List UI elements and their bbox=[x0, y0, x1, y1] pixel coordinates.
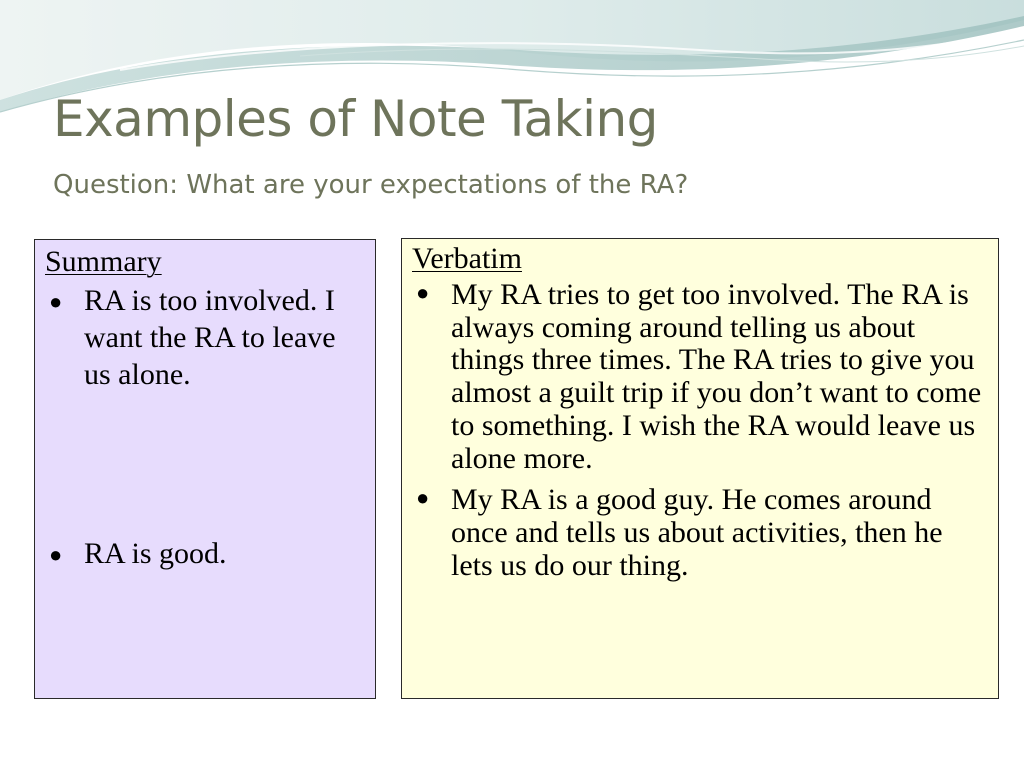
bullet-dot-icon: ● bbox=[416, 485, 430, 511]
bullet-dot-icon: ● bbox=[49, 542, 63, 567]
summary-bullet-list bbox=[45, 282, 365, 572]
verbatim-bullet-text: My RA tries to get too involved. The RA is always coming around telling us about things three times. The RA tries to give you almost a guilt trip if you don’t want to come to something. I wish the RA would leave us alone more. bbox=[451, 278, 982, 475]
verbatim-bullet-item bbox=[412, 279, 988, 475]
summary-bullet-text: RA is too involved. I want the RA to leave us alone. bbox=[84, 284, 336, 391]
verbatim-panel bbox=[401, 238, 999, 699]
summary-bullet-item bbox=[45, 535, 365, 572]
summary-panel bbox=[34, 239, 376, 699]
slide-title: Examples of Note Taking bbox=[53, 90, 658, 148]
slide-subtitle: Question: What are your expectations of the RA? bbox=[53, 170, 689, 200]
verbatim-heading: Verbatim bbox=[412, 242, 522, 275]
verbatim-bullet-item bbox=[412, 484, 988, 582]
verbatim-bullet-text: My RA is a good guy. He comes around once and tells us about activities, then he lets us do our thing. bbox=[451, 483, 943, 582]
summary-bullet-item bbox=[45, 282, 365, 393]
summary-heading: Summary bbox=[45, 245, 162, 278]
summary-bullet-text: RA is good. bbox=[84, 537, 227, 570]
bullet-dot-icon: ● bbox=[416, 280, 430, 305]
bullet-dot-icon: ● bbox=[49, 289, 63, 314]
verbatim-bullet-list bbox=[412, 279, 988, 582]
